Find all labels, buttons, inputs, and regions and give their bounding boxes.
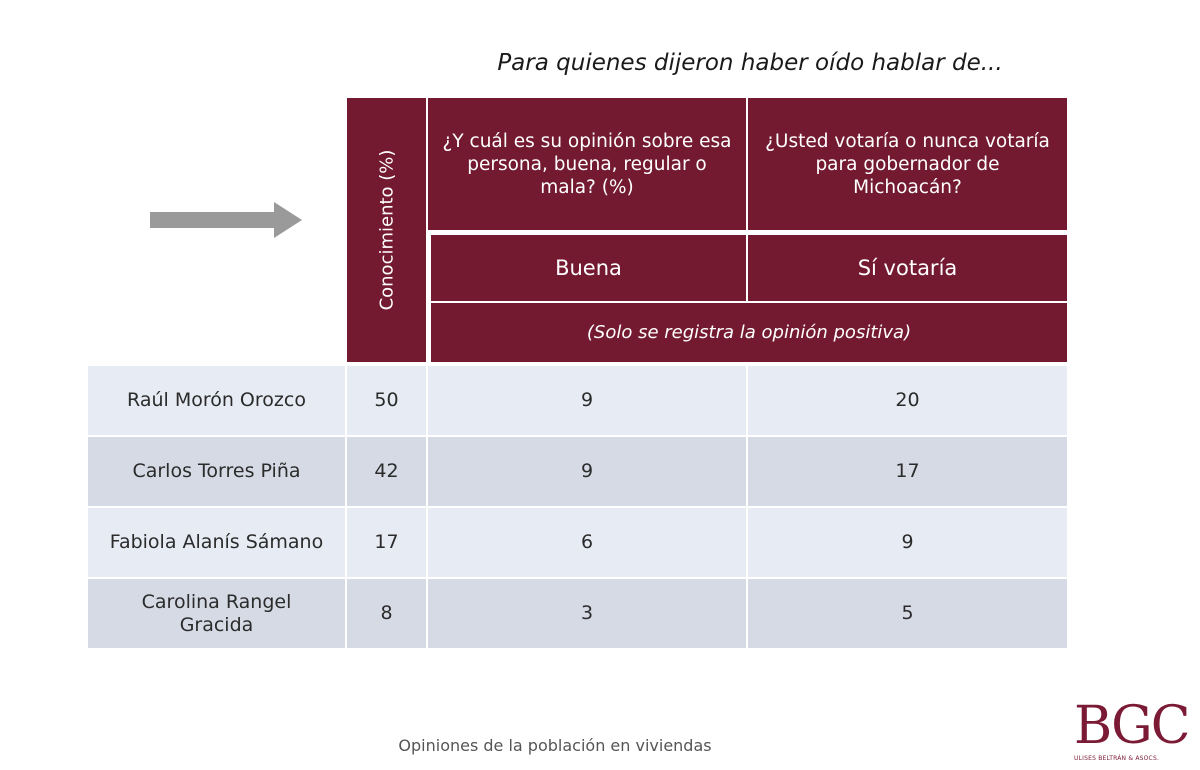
- header-opinion-question: ¿Y cuál es su opinión sobre esa persona, buena, regular o mala? (%): [428, 98, 746, 230]
- knowledge-value: 50: [347, 366, 426, 435]
- logo-letters: BGC: [1074, 696, 1189, 756]
- header-note: (Solo se registra la opinión positiva): [431, 303, 1067, 362]
- knowledge-value: 42: [347, 437, 426, 506]
- candidate-name: Fabiola Alanís Sámano: [88, 508, 345, 577]
- right-arrow-icon: [150, 202, 302, 238]
- table-row: [88, 508, 1067, 577]
- would-vote-value: 9: [748, 508, 1067, 577]
- company-logo: [1074, 696, 1194, 766]
- would-vote-value: 20: [748, 366, 1067, 435]
- candidate-name: Raúl Morón Orozco: [88, 366, 345, 435]
- good-opinion-value: 9: [428, 366, 746, 435]
- good-opinion-value: 9: [428, 437, 746, 506]
- table-row: [88, 437, 1067, 506]
- candidate-name: Carlos Torres Piña: [88, 437, 345, 506]
- header-knowledge: [347, 98, 426, 362]
- table-row: [88, 366, 1067, 435]
- header-knowledge-label: Conocimiento (%): [376, 149, 397, 311]
- good-opinion-value: 3: [428, 579, 746, 648]
- logo-tagline: ULISES BELTRÁN & ASOCS.: [1074, 755, 1160, 762]
- footer-caption: Opiniones de la población en viviendas: [398, 736, 712, 755]
- would-vote-value: 5: [748, 579, 1067, 648]
- table-subtitle: Para quienes dijeron haber oído hablar de...: [497, 50, 1003, 76]
- header-vote-question: ¿Usted votaría o nunca votaría para gobernador de Michoacán?: [748, 98, 1067, 230]
- knowledge-value: 17: [347, 508, 426, 577]
- table-row: [88, 579, 1067, 648]
- good-opinion-value: 6: [428, 508, 746, 577]
- header-would-vote: Sí votaría: [748, 235, 1067, 301]
- would-vote-value: 17: [748, 437, 1067, 506]
- knowledge-value: 8: [347, 579, 426, 648]
- header-good: Buena: [431, 235, 746, 301]
- candidate-name: Carolina Rangel Gracida: [88, 579, 345, 648]
